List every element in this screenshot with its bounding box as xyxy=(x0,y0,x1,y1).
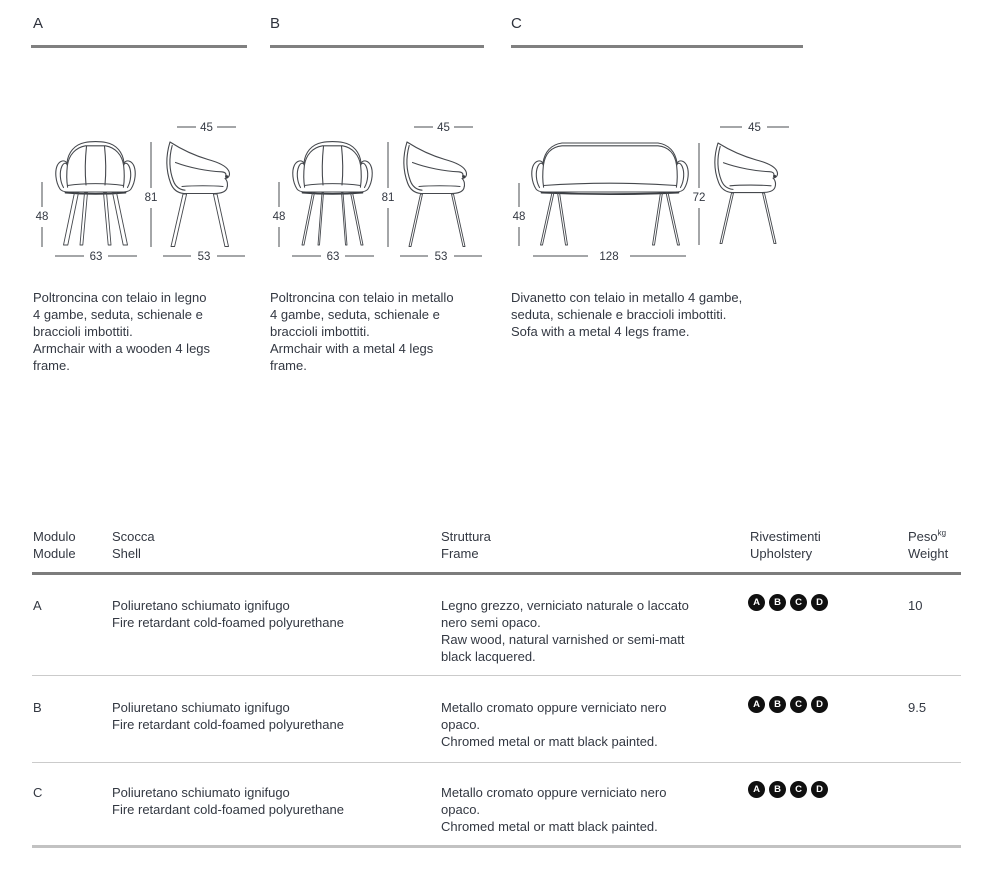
header-weight xyxy=(908,528,948,562)
section-c-label: C xyxy=(511,15,523,32)
dim-a-depth xyxy=(163,251,245,263)
header-shell-en: Shell xyxy=(112,546,141,561)
dim-b-width xyxy=(292,251,374,263)
table-bottom-rule xyxy=(32,845,961,848)
shell-line: Poliuretano schiumato ignifugo xyxy=(112,785,290,800)
row-a-module: A xyxy=(33,598,42,613)
shell-line: Poliuretano schiumato ignifugo xyxy=(112,700,290,715)
dimension-label: 63 xyxy=(326,251,340,263)
row-a-upholstery-badges xyxy=(748,594,832,611)
description-line: 4 gambe, seduta, schienale e xyxy=(33,307,203,322)
frame-line: black lacquered. xyxy=(441,649,536,664)
row-b-module: B xyxy=(33,700,42,715)
row-separator xyxy=(32,762,961,763)
row-b-upholstery-badges xyxy=(748,696,832,713)
chair-a-front-drawing xyxy=(56,142,135,245)
dim-b-height xyxy=(382,142,395,247)
upholstery-badge: A xyxy=(748,696,765,713)
frame-line: Chromed metal or matt black painted. xyxy=(441,819,658,834)
dim-c-seat-depth xyxy=(720,122,789,134)
row-b-weight: 9.5 xyxy=(908,700,927,715)
section-c-description xyxy=(511,289,831,340)
frame-line: opaco. xyxy=(441,717,481,732)
description-line: Poltroncina con telaio in legno xyxy=(33,290,207,305)
description-line: braccioli imbottiti. xyxy=(270,324,370,339)
row-separator xyxy=(32,675,961,676)
frame-line: Legno grezzo, verniciato naturale o laccato xyxy=(441,598,689,613)
dimension-label: 45 xyxy=(748,122,761,134)
header-frame xyxy=(441,528,491,562)
upholstery-badge: D xyxy=(811,696,828,713)
dim-c-seat-height xyxy=(513,183,526,246)
section-a-label: A xyxy=(33,15,44,32)
frame-line: Metallo cromato oppure verniciato nero xyxy=(441,785,667,800)
upholstery-badge: C xyxy=(790,696,807,713)
description-line: braccioli imbottiti. xyxy=(33,324,133,339)
header-module-en: Module xyxy=(33,546,76,561)
header-weight-en: Weight xyxy=(908,546,949,561)
dimension-label: 48 xyxy=(35,211,49,223)
header-frame-en: Frame xyxy=(441,546,479,561)
dimension-label: 53 xyxy=(434,251,448,263)
chair-b-side-drawing xyxy=(404,142,467,247)
shell-line: Fire retardant cold-foamed polyurethane xyxy=(112,802,344,817)
upholstery-badge: C xyxy=(790,781,807,798)
shell-line: Poliuretano schiumato ignifugo xyxy=(112,598,290,613)
upholstery-badge: D xyxy=(811,594,828,611)
row-c-shell xyxy=(112,784,344,818)
description-line: Divanetto con telaio in metallo 4 gambe, xyxy=(511,290,743,305)
header-frame-it: Struttura xyxy=(441,529,491,544)
header-upholstery-en: Upholstery xyxy=(750,546,813,561)
section-b-label: B xyxy=(270,15,281,32)
description-line: 4 gambe, seduta, schienale e xyxy=(270,307,440,322)
row-c-frame xyxy=(441,784,666,835)
dimension-label: 53 xyxy=(197,251,211,263)
dim-b-depth xyxy=(400,251,482,263)
sofa-c-side-drawing xyxy=(715,143,778,244)
frame-line: Chromed metal or matt black painted. xyxy=(441,734,658,749)
dimension-label: 45 xyxy=(200,122,213,134)
dimension-label: 48 xyxy=(272,211,286,223)
header-shell xyxy=(112,528,155,562)
description-line: frame. xyxy=(270,358,307,373)
header-module-it: Modulo xyxy=(33,529,76,544)
chair-a-side-drawing xyxy=(167,142,230,247)
row-c-module: C xyxy=(33,785,43,800)
header-weight-label: Peso xyxy=(908,529,938,544)
row-c-upholstery-badges xyxy=(748,781,832,798)
description-line: Poltroncina con telaio in metallo xyxy=(270,290,454,305)
dim-b-seat-height xyxy=(273,182,286,247)
row-b-frame xyxy=(441,699,666,750)
sofa-c-front-drawing xyxy=(532,143,688,245)
shell-line: Fire retardant cold-foamed polyurethane xyxy=(112,717,344,732)
upholstery-badge: A xyxy=(748,594,765,611)
dimension-label: 63 xyxy=(89,251,103,263)
upholstery-badge: B xyxy=(769,696,786,713)
upholstery-badge: A xyxy=(748,781,765,798)
dim-a-seat-height xyxy=(36,182,49,247)
description-line: frame. xyxy=(33,358,70,373)
frame-line: Raw wood, natural varnished or semi-matt xyxy=(441,632,685,647)
shell-line: Fire retardant cold-foamed polyurethane xyxy=(112,615,344,630)
dimension-label: 128 xyxy=(599,251,619,263)
upholstery-badge: C xyxy=(790,594,807,611)
frame-line: opaco. xyxy=(441,802,481,817)
upholstery-badge: D xyxy=(811,781,828,798)
description-line: seduta, schienale e braccioli imbottiti. xyxy=(511,307,727,322)
dim-a-height xyxy=(145,142,158,247)
description-line: Armchair with a metal 4 legs xyxy=(270,341,434,356)
header-weight-unit: kg xyxy=(937,528,947,538)
dim-b-seat-depth xyxy=(414,122,473,134)
section-b-description xyxy=(270,289,495,374)
row-a-shell xyxy=(112,597,344,631)
technical-drawings xyxy=(0,0,990,300)
header-upholstery-it: Rivestimenti xyxy=(750,529,821,544)
description-line: Sofa with a metal 4 legs frame. xyxy=(511,324,690,339)
dimension-label: 81 xyxy=(144,192,158,204)
frame-line: Metallo cromato oppure verniciato nero xyxy=(441,700,667,715)
dim-a-seat-depth xyxy=(177,122,236,134)
dimension-label: 81 xyxy=(381,192,395,204)
dimension-label: 72 xyxy=(692,192,706,204)
dimension-label: 48 xyxy=(512,211,526,223)
frame-line: nero semi opaco. xyxy=(441,615,541,630)
chair-b-front-drawing xyxy=(293,142,372,245)
table-header-rule xyxy=(32,572,961,575)
header-weight-it xyxy=(908,528,948,545)
header-module xyxy=(33,528,76,562)
upholstery-badge: B xyxy=(769,594,786,611)
dim-c-height xyxy=(693,143,706,245)
header-shell-it: Scocca xyxy=(112,529,155,544)
row-a-weight: 10 xyxy=(908,598,923,613)
section-a-description xyxy=(33,289,258,374)
dimension-label: 45 xyxy=(437,122,450,134)
row-a-frame xyxy=(441,597,689,665)
description-line: Armchair with a wooden 4 legs xyxy=(33,341,211,356)
header-upholstery xyxy=(750,528,821,562)
dim-a-width xyxy=(55,251,137,263)
upholstery-badge: B xyxy=(769,781,786,798)
row-b-shell xyxy=(112,699,344,733)
dim-c-width xyxy=(533,251,686,263)
